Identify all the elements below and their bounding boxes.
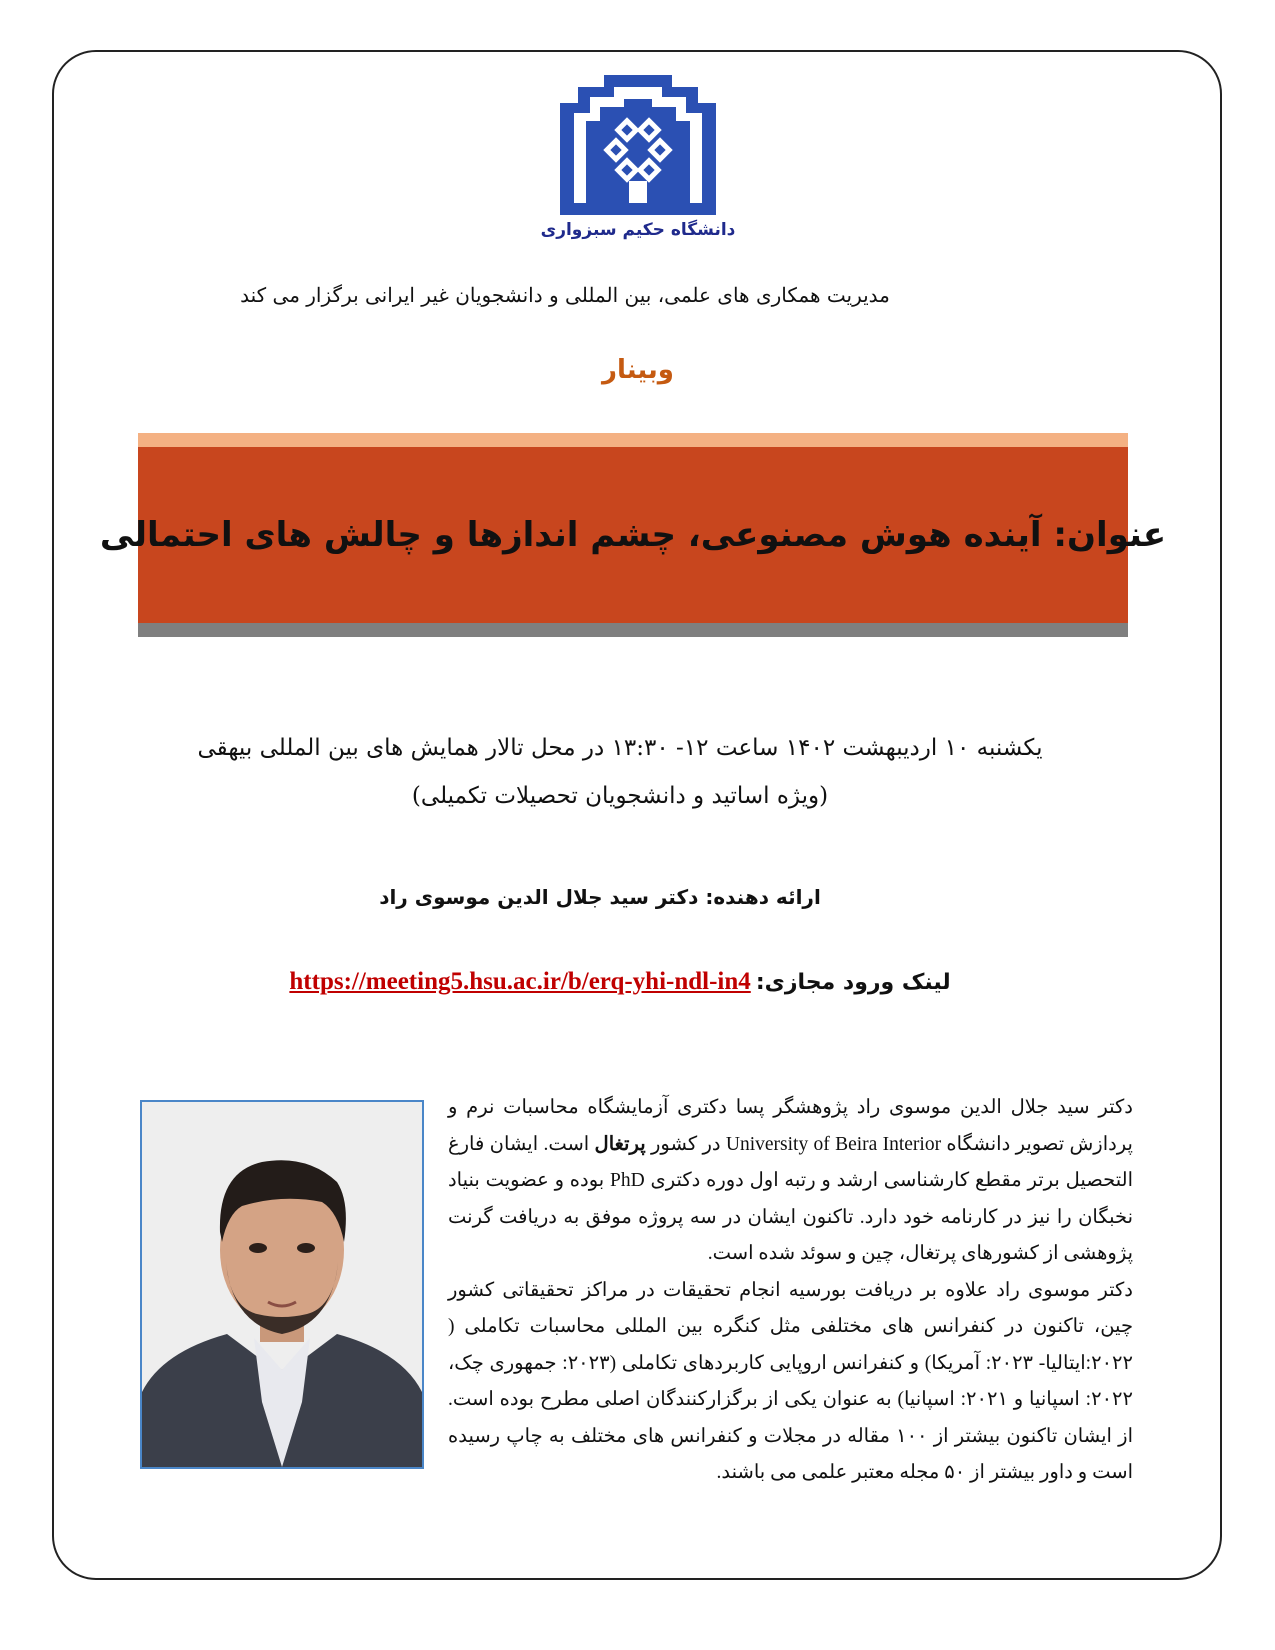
presenter-bio (448, 1090, 1133, 1492)
banner-top-stripe (138, 433, 1128, 447)
link-label: لینک ورود مجازی: (755, 970, 951, 995)
university-logo (560, 75, 716, 215)
event-datetime: یکشنبه ۱۰ اردیبهشت ۱۴۰۲ ساعت ۱۲- ۱۳:۳۰ در محل تالار همایش های بین المللی بیهقی (197, 735, 1043, 761)
bio-paragraph-1 (448, 1090, 1133, 1273)
virtual-link-row (120, 968, 1120, 996)
event-audience: (ویژه اساتید و دانشجویان تحصیلات تکمیلی) (411, 783, 829, 809)
presenter-photo (140, 1100, 424, 1469)
bio-p1-bold: پرتغال (594, 1133, 646, 1155)
bio-p1-start: دکتر سید جلال الدین موسوی راد پژوهشگر پسا دکتری آزمایشگاه محاسبات نرم و پردازش تصویر دانشگاه University of Beira Interior در کشور (448, 1097, 1133, 1155)
title-banner (99, 447, 1167, 623)
organizer-line: مدیریت همکاری های علمی، بین المللی و دانشجویان غیر ایرانی برگزار می کند (240, 283, 890, 307)
meeting-link[interactable]: https://meeting5.hsu.ac.ir/b/erq-yhi-ndl-in4 (289, 968, 751, 995)
webinar-title: عنوان: آینده هوش مصنوعی، چشم اندازها و چالش های احتمالی (99, 515, 1167, 555)
bio-paragraph-2: دکتر موسوی راد علاوه بر دریافت بورسیه انجام تحقیقات در مراکز تحقیقاتی کشور چین، تاکنون در کنفرانس های مختلفی مثل کنگره بین المللی محاسبات تکاملی ( ۲۰۲۲:ایتالیا- ۲۰۲۳: آمریکا) و کنفرانس اروپایی کاربردهای تکاملی (۲۰۲۳: جمهوری چک، ۲۰۲۲: اسپانیا و ۲۰۲۱: اسپانیا) به عنوان یکی از برگزارکنندگان اصلی مطرح بوده است. از ایشان تاکنون بیشتر از ۱۰۰ مقاله در مجلات و کنفرانس های مختلف به چاپ رسیده است و داور بیشتر از ۵۰ مجله معتبر علمی می باشند. (448, 1279, 1134, 1483)
logo-caption: دانشگاه حکیم سبزواری (540, 220, 736, 240)
event-type-heading: وبینار (602, 355, 674, 385)
banner-bottom-stripe (138, 623, 1128, 637)
bio-p1-end: است. ایشان فارغ التحصیل برتر مقطع کارشناسی ارشد و رتبه اول دوره دکتری PhD بوده و عضویت بنیاد نخبگان را نیز در کارنامه خود دارد. تاکنون ایشان در سه پروژه موفق به دریافت گرنت پژوهشی از کشورهای پرتغال، چین و سوئد شده است. (448, 1133, 1133, 1264)
portrait-image (142, 1102, 422, 1467)
presenter-line: ارائه دهنده: دکتر سید جلال الدین موسوی راد (379, 885, 821, 909)
